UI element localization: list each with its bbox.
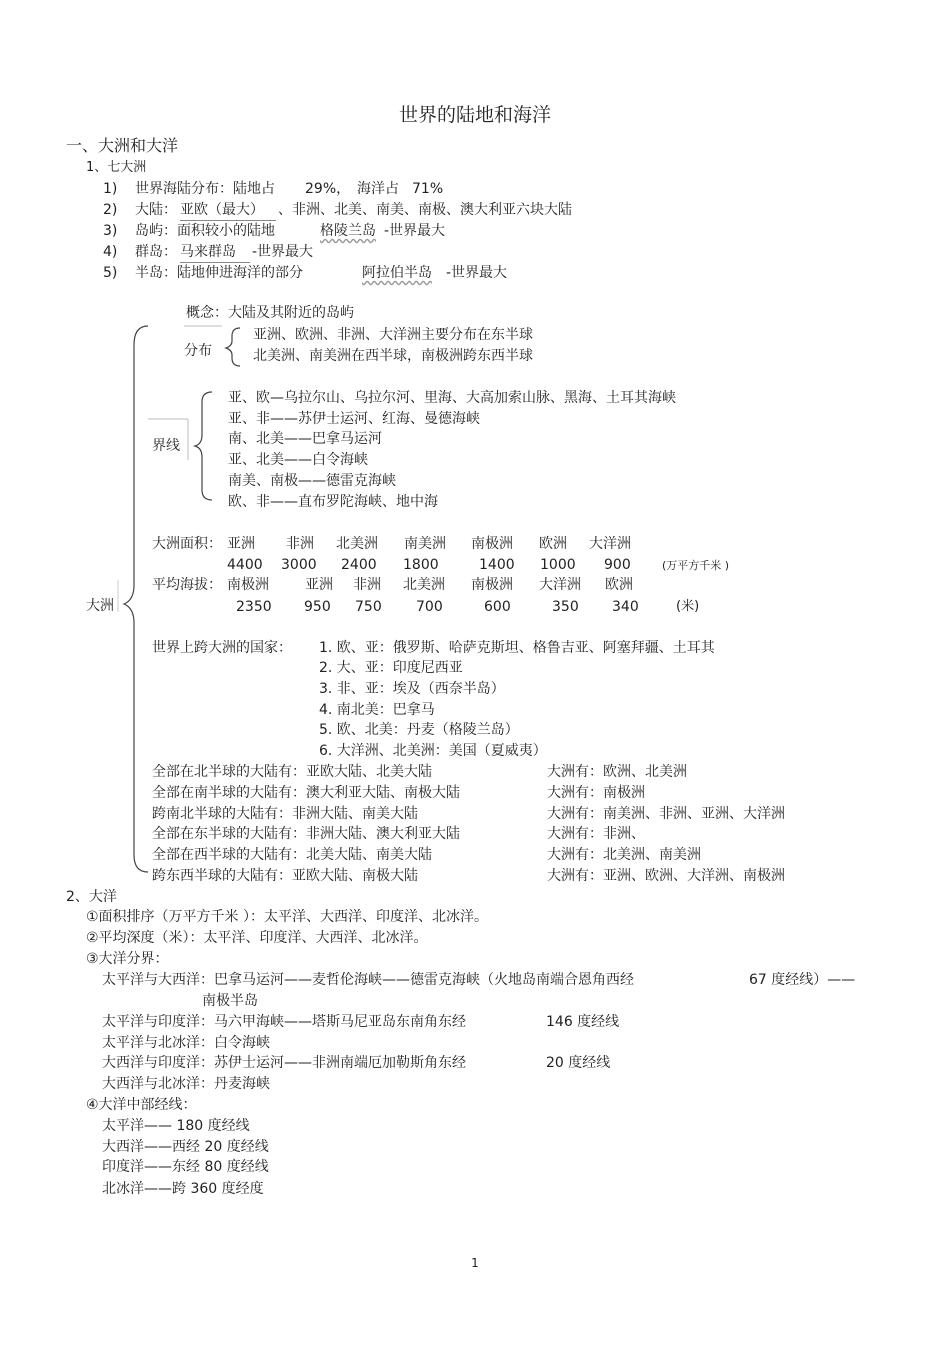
- altitude-unit: (米): [676, 599, 700, 614]
- cross-item: 2. 大、亚：印度尼西亚: [319, 660, 463, 676]
- ocean-boundary: 太平洋与北冰洋：白令海峡: [102, 1035, 270, 1051]
- border-line: 亚、非——苏伊士运河、红海、曼德海峡: [228, 411, 480, 427]
- underlined-term: 亚欧（最大）: [180, 201, 276, 221]
- underlined-term: 马来群岛: [180, 243, 250, 263]
- hemisphere-line: 全部在北半球的大陆有：亚欧大陆、北美大陆: [152, 764, 432, 780]
- ocean-boundary-degree: 146 度经线: [546, 1014, 620, 1030]
- altitude-name: 南极洲: [471, 577, 513, 593]
- border-line: 南美、南极——德雷克海峡: [228, 473, 396, 489]
- hemisphere-line: 全部在南半球的大陆有：澳大利亚大陆、南极大陆: [152, 785, 460, 801]
- cross-item: 3. 非、亚：埃及（西奈半岛）: [319, 681, 505, 697]
- hemisphere-line: 跨东西半球的大陆有：亚欧大陆、南极大陆: [152, 868, 418, 884]
- item-label: 群岛：: [135, 244, 177, 260]
- land-percent: 29%，: [305, 181, 351, 197]
- page-number: 1: [471, 1256, 479, 1270]
- area-name: 亚洲: [227, 536, 255, 552]
- ocean-boundary: 太平洋与大西洋：巴拿马运河——麦哲伦海峡——德雷克海峡（火地岛南端合恩角西经: [102, 972, 634, 988]
- hemisphere-continents: 大洲有：北美洲、南美洲: [547, 847, 701, 863]
- altitude-value: 2350: [236, 599, 272, 615]
- altitude-label: 平均海拔：: [152, 577, 222, 593]
- distribution-label: 分布: [184, 343, 212, 359]
- hemisphere-continents: 大洲有：欧洲、北美洲: [547, 764, 687, 780]
- area-value: 1400: [479, 557, 515, 573]
- ocean-line: ④大洋中部经线：: [86, 1097, 197, 1113]
- area-name: 非洲: [286, 536, 314, 552]
- altitude-name: 欧洲: [605, 577, 633, 593]
- ocean-heading: 2、大洋: [66, 889, 117, 905]
- altitude-name: 南极洲: [227, 577, 269, 593]
- ocean-boundary-degree: 67 度经线）——: [749, 972, 856, 988]
- item-label: 大陆：: [135, 202, 177, 218]
- area-name: 南美洲: [404, 536, 446, 552]
- altitude-value: 350: [552, 599, 579, 615]
- hemisphere-line: 全部在西半球的大陆有：北美大陆、南美大陆: [152, 847, 432, 863]
- altitude-name: 北美洲: [403, 577, 445, 593]
- area-unit: (万平方千米 ): [662, 559, 730, 572]
- item-text: 、非洲、北美、南美、南极、澳大利亚六块大陆: [278, 202, 572, 218]
- border-line: 南、北美——巴拿马运河: [228, 431, 382, 447]
- hemisphere-line: 跨南北半球的大陆有：非洲大陆、南美大陆: [152, 806, 418, 822]
- concept-line: 概念：大陆及其附近的岛屿: [186, 305, 354, 321]
- border-label: 界线: [152, 438, 180, 454]
- border-line: 欧、非——直布罗陀海峡、地中海: [228, 494, 438, 510]
- ocean-boundary-degree: 20 度经线: [546, 1055, 611, 1071]
- distribution-line: 亚洲、欧洲、非洲、大洋洲主要分布在东半球: [253, 327, 533, 343]
- underlined-term: 阿拉伯半岛: [362, 265, 432, 281]
- meridian-line: 印度洋——东经 80 度经线: [102, 1159, 269, 1175]
- area-value: 2400: [341, 557, 377, 573]
- subsection-heading: 1、七大洲: [86, 160, 147, 175]
- area-name: 北美洲: [336, 536, 378, 552]
- hemisphere-line: 全部在东半球的大陆有：非洲大陆、澳大利亚大陆: [152, 826, 460, 842]
- altitude-name: 大洋洲: [539, 577, 581, 593]
- dazhou-label: 大洲: [86, 598, 114, 614]
- ocean-boundary: 大西洋与印度洋：苏伊士运河——非洲南端厄加勒斯角东经: [102, 1055, 466, 1071]
- altitude-value: 950: [304, 599, 331, 615]
- area-name: 南极洲: [471, 536, 513, 552]
- cross-item: 4. 南北美：巴拿马: [319, 702, 435, 718]
- jiexian-brace: [195, 392, 212, 500]
- meridian-line: 北冰洋——跨 360 度经度: [102, 1181, 264, 1197]
- page-title: 世界的陆地和海洋: [398, 104, 551, 126]
- area-value: 1000: [540, 557, 576, 573]
- border-line: 亚、欧—乌拉尔山、乌拉尔河、里海、大高加索山脉、黑海、土耳其海峡: [228, 390, 676, 406]
- altitude-value: 600: [484, 599, 511, 615]
- item-text: -世界最大: [384, 223, 446, 239]
- hemisphere-continents: 大洲有：南美洲、非洲、亚洲、大洋洲: [547, 806, 785, 822]
- altitude-value: 340: [612, 599, 639, 615]
- hemisphere-continents: 大洲有：非洲、: [547, 826, 645, 842]
- altitude-value: 700: [416, 599, 443, 615]
- altitude-name: 亚洲: [305, 577, 333, 593]
- altitude-name: 非洲: [353, 577, 381, 593]
- meridian-line: 大西洋——西经 20 度经线: [102, 1139, 269, 1155]
- area-value: 3000: [281, 557, 317, 573]
- ocean-line: ②平均深度（米）：太平洋、印度洋、大西洋、北冰洋。: [86, 930, 428, 946]
- area-name: 大洋洲: [589, 536, 631, 552]
- hemisphere-continents: 大洲有：南极洲: [547, 785, 645, 801]
- area-value: 4400: [227, 557, 263, 573]
- ocean-line: ③大洋分界：: [86, 951, 169, 967]
- item-label: 岛屿：面积较小的陆地: [135, 223, 275, 239]
- item-text: -世界最大: [252, 244, 314, 260]
- ocean-boundary: 南极半岛: [202, 993, 258, 1009]
- item-number: 5): [103, 265, 118, 281]
- ocean-percent: 71%: [412, 181, 444, 197]
- distribution-line: 北美洲、南美洲在西半球，南极洲跨东西半球: [253, 348, 533, 364]
- cross-item: 5. 欧、北美：丹麦（格陵兰岛）: [319, 722, 519, 738]
- cross-item: 6. 大洋洲、北美洲：美国（夏威夷）: [319, 743, 547, 759]
- area-name: 欧洲: [539, 536, 567, 552]
- item-number: 1): [103, 181, 118, 197]
- item-label: 半岛：陆地伸进海洋的部分: [135, 265, 303, 281]
- area-label: 大洲面积：: [152, 536, 222, 552]
- section-heading: 一、大洲和大洋: [66, 136, 179, 155]
- meridian-line: 太平洋—— 180 度经线: [102, 1118, 250, 1134]
- item-number: 3): [103, 223, 118, 239]
- item-number: 4): [103, 244, 118, 260]
- item-label: 世界海陆分布：陆地占: [135, 181, 275, 197]
- hemisphere-continents: 大洲有：亚洲、欧洲、大洋洲、南极洲: [547, 868, 785, 884]
- underlined-term: 格陵兰岛: [320, 223, 376, 239]
- area-value: 1800: [403, 557, 439, 573]
- area-value: 900: [604, 557, 631, 573]
- item-text: -世界最大: [446, 265, 508, 281]
- fenbu-brace: [226, 328, 240, 366]
- item-label: 海洋占: [357, 181, 399, 197]
- cross-label: 世界上跨大洲的国家：: [152, 640, 292, 656]
- ocean-boundary: 大西洋与北冰洋：丹麦海峡: [102, 1076, 270, 1092]
- cross-item: 1. 欧、亚：俄罗斯、哈萨克斯坦、格鲁吉亚、阿塞拜疆、土耳其: [319, 640, 715, 656]
- ocean-boundary: 太平洋与印度洋：马六甲海峡——塔斯马尼亚岛东南角东经: [102, 1014, 466, 1030]
- border-line: 亚、北美——白令海峡: [228, 452, 368, 468]
- dazhou-brace: [124, 326, 148, 872]
- altitude-value: 750: [355, 599, 382, 615]
- item-number: 2): [103, 202, 118, 218]
- ocean-line: ①面积排序（万平方千米 ）：太平洋、大西洋、印度洋、北冰洋。: [86, 909, 488, 925]
